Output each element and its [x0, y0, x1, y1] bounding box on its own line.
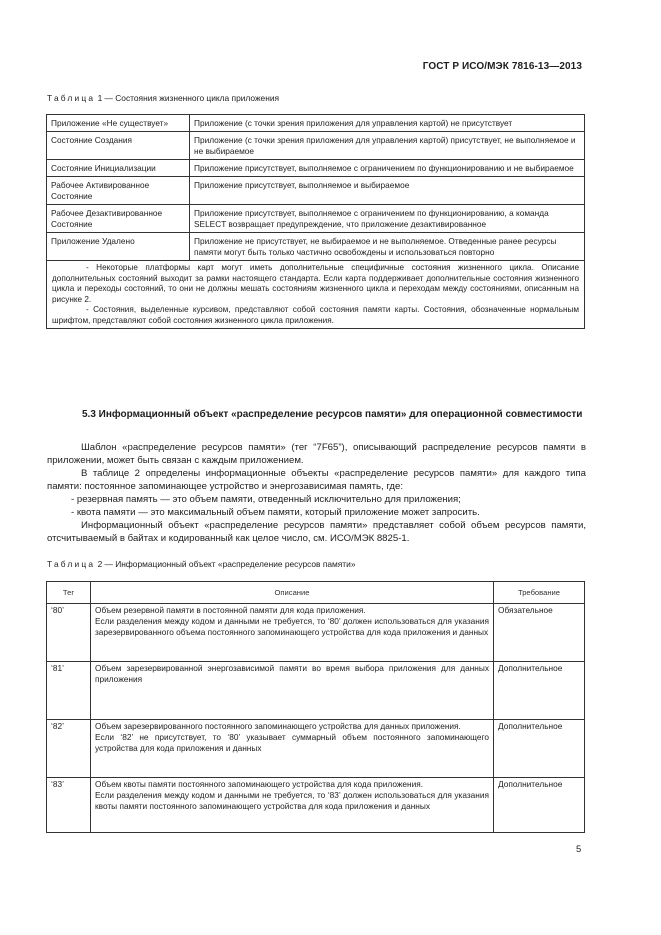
table-note — [47, 261, 585, 329]
description-line: Объем резервной памяти в постоянной памяти для кода приложения. — [95, 605, 366, 615]
state-cell: Приложение «Не существует» — [47, 115, 190, 132]
table-row — [47, 720, 585, 778]
table-row — [47, 604, 585, 662]
requirement-cell: Обязательное — [494, 604, 585, 662]
tag-cell: ‘82’ — [47, 720, 91, 778]
tag-column-header: Тег — [47, 582, 91, 604]
table-header-row — [47, 582, 585, 604]
table1-caption — [47, 93, 279, 103]
requirement-cell: Дополнительное — [494, 720, 585, 778]
description-cell — [91, 778, 494, 833]
description-line: Если разделения между кодом и данными не требуется, то ‘80’ должен использоваться для указания зарезервированного объема постоянного запоминающего устройства для кода приложения и данных — [95, 616, 489, 637]
state-description-cell: Приложение присутствует, выполняемое и выбираемое — [190, 177, 585, 205]
state-description-cell: Приложение не присутствует, не выбираемое и не выполняемое. Отведенные ранее ресурсы памяти могут быть только частично освобождены и использоваться повторно — [190, 233, 585, 261]
table1-caption-text: 1 — Состояния жизненного цикла приложения — [95, 93, 280, 103]
table-row — [47, 778, 585, 833]
table-row — [47, 233, 585, 261]
body-paragraph: В таблице 2 определены информационные объекты «распределение ресурсов памяти» для каждого типа памяти: постоянное запоминающее устройство и энергозависимая память, где: — [47, 468, 586, 492]
description-line: Если ‘82’ не присутствует, то ‘80’ указывает суммарный объем постоянного запоминающего устройства для кода приложения и данных — [95, 732, 489, 753]
section-body — [47, 441, 586, 545]
table-note-row — [47, 261, 585, 329]
table-row — [47, 205, 585, 233]
page-number: 5 — [576, 843, 582, 854]
lifecycle-states-table — [46, 114, 585, 329]
table2-caption-prefix: Таблица — [47, 559, 96, 569]
table1-caption-prefix: Таблица — [47, 93, 96, 103]
body-paragraph: Шаблон «распределение ресурсов памяти» (тег “7F65”), описывающий распределение ресурсов памяти в приложении, может быть связан с каждым приложением. — [47, 442, 586, 466]
description-cell — [91, 662, 494, 720]
memory-allocation-table — [46, 581, 585, 833]
requirement-cell: Дополнительное — [494, 778, 585, 833]
requirement-column-header: Требование — [494, 582, 585, 604]
description-cell — [91, 604, 494, 662]
description-line: Если разделения между кодом и данными не требуется, то ‘83’ должен использоваться для указания квоты памяти постоянного запоминающего устройства для кода приложения и данных — [95, 790, 489, 811]
description-line: Объем зарезервированной энергозависимой памяти во время выбора приложения для данных приложения — [95, 663, 489, 684]
description-line: Объем зарезервированного постоянного запоминающего устройства для данных приложения. — [95, 721, 461, 731]
table-row — [47, 132, 585, 160]
description-column-header: Описание — [91, 582, 494, 604]
table-row — [47, 115, 585, 132]
table2-caption-text: 2 — Информационный объект «распределение ресурсов памяти» — [95, 559, 356, 569]
state-cell: Состояние Инициализации — [47, 160, 190, 177]
tag-cell: ‘81’ — [47, 662, 91, 720]
state-description-cell: Приложение (с точки зрения приложения для управления картой) не присутствует — [190, 115, 585, 132]
description-line: Объем квоты памяти постоянного запоминающего устройства для кода приложения. — [95, 779, 424, 789]
table-row — [47, 160, 585, 177]
state-cell: Рабочее Дезактивированное Состояние — [47, 205, 190, 233]
list-item: - квота памяти — это максимальный объем памяти, который приложение может запросить. — [71, 507, 480, 518]
description-cell — [91, 720, 494, 778]
note-paragraph: - Некоторые платформы карт могут иметь дополнительные специфичные состояния жизненного цикла. Описание дополнительных состояний выходит за рамки настоящего стандарта. Если карта поддерживает дополнительные состояния жизненного цикла и переходы состояний, то они не должны мешать состояниям жизненного цикла и переходам между состояниями, описанным на рисунке 2. — [52, 263, 579, 304]
tag-cell: ‘83’ — [47, 778, 91, 833]
note-paragraph: - Состояния, выделенные курсивом, представляют собой состояния памяти карты. Состояния, обозначенные нормальным шрифтом, представляют собой состояния жизненного цикла приложения. — [52, 305, 579, 325]
document-standard-header: ГОСТ Р ИСО/МЭК 7816-13—2013 — [422, 61, 582, 72]
section-heading: 5.3 Информационный объект «распределение ресурсов памяти» для операционной совместимости — [82, 409, 583, 420]
state-cell: Состояние Создания — [47, 132, 190, 160]
table-row — [47, 662, 585, 720]
state-description-cell: Приложение присутствует, выполняемое с ограничением по функционированию, а команда SELECT возвращает предупреждение, что приложение дезактивированное — [190, 205, 585, 233]
state-cell: Рабочее Активированное Состояние — [47, 177, 190, 205]
tag-cell: ‘80’ — [47, 604, 91, 662]
body-paragraph: Информационный объект «распределение ресурсов памяти» представляет собой объем ресурсов памяти, отсчитываемый в байтах и кодированный как целое число, см. ИСО/МЭК 8825-1. — [47, 520, 586, 544]
list-item: - резервная память — это объем памяти, отведенный исключительно для приложения; — [71, 494, 461, 505]
table2-caption — [47, 559, 355, 569]
state-description-cell: Приложение (с точки зрения приложения для управления картой) присутствует, не выполняемое и не выбираемое — [190, 132, 585, 160]
state-description-cell: Приложение присутствует, выполняемое с ограничением по функционированию и не выбираемое — [190, 160, 585, 177]
table-row — [47, 177, 585, 205]
requirement-cell: Дополнительное — [494, 662, 585, 720]
state-cell: Приложение Удалено — [47, 233, 190, 261]
